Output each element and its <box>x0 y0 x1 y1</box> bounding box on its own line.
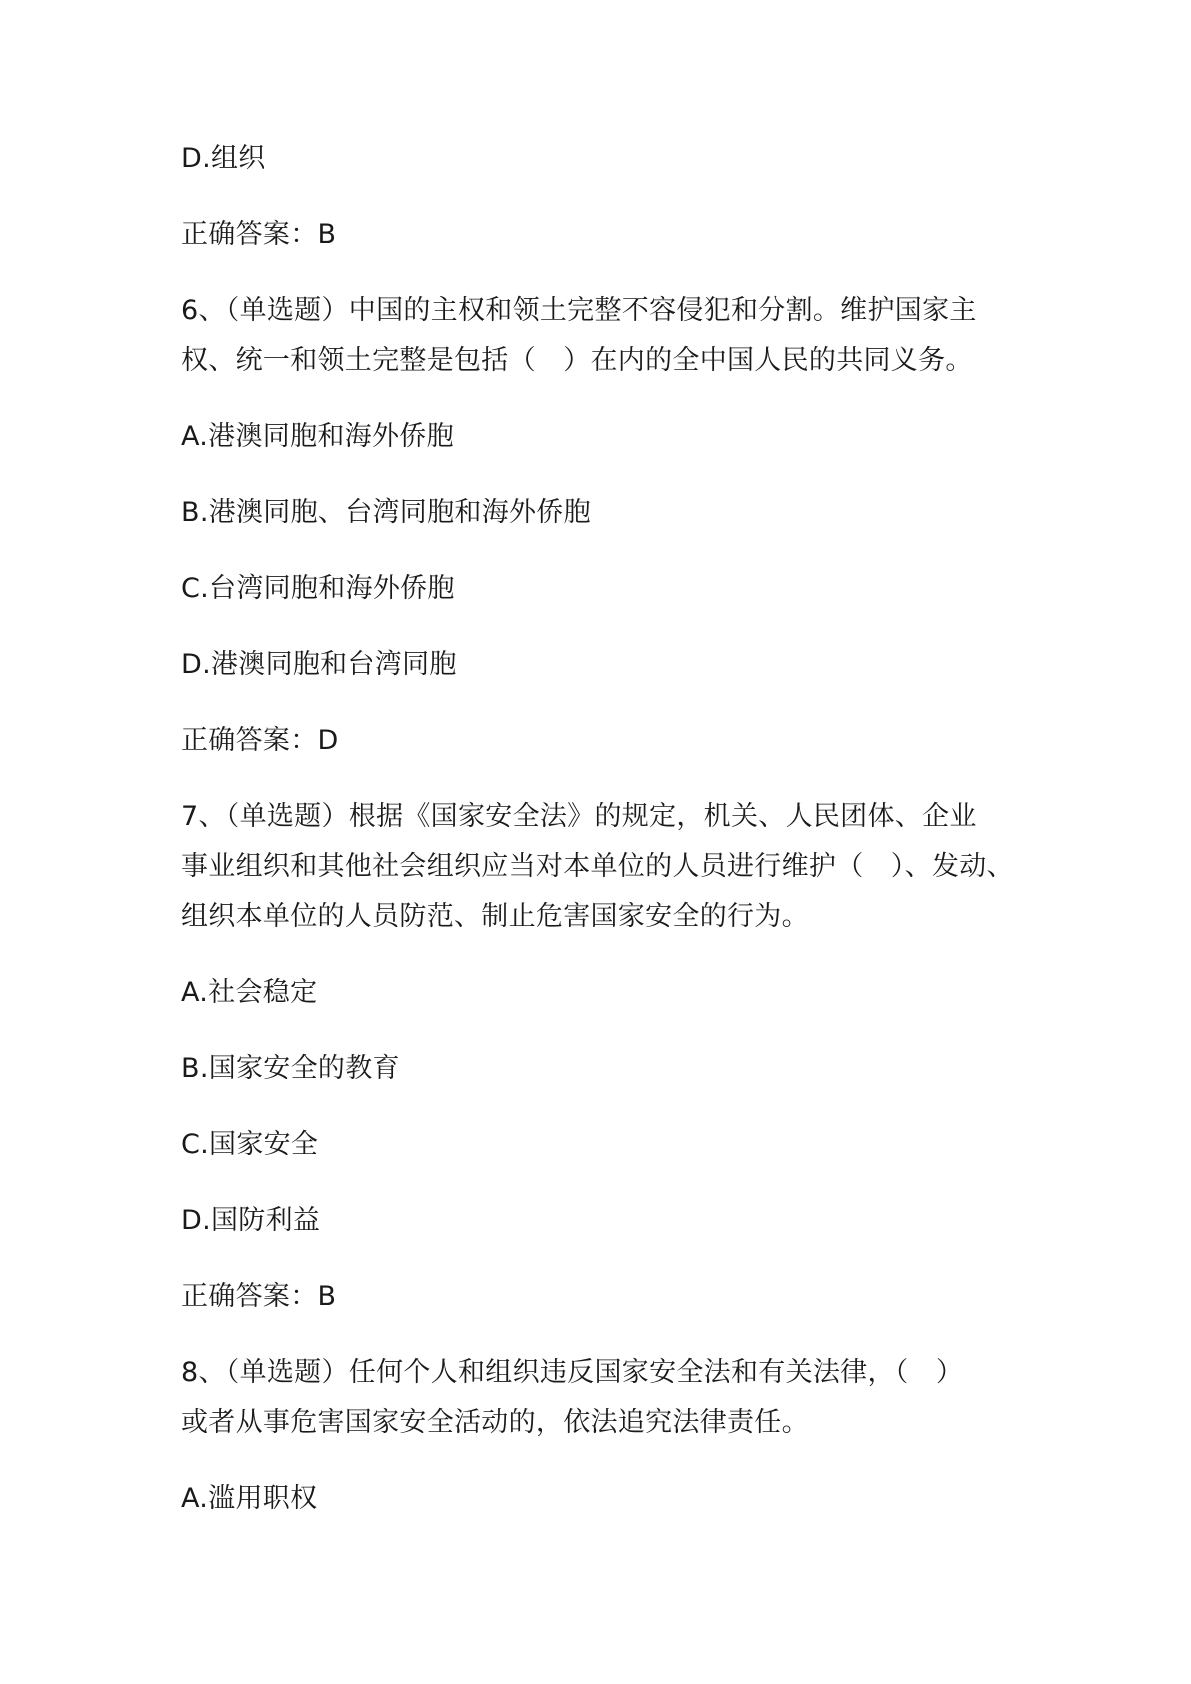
q5-answer: 正确答案：B <box>181 219 337 250</box>
q6-answer: 正确答案：D <box>181 725 339 756</box>
q7-option-c: C.国家安全 <box>181 1129 319 1160</box>
q7-stem-line1: 7、（单选题）根据《国家安全法》的规定，机关、人民团体、企业 <box>181 801 977 832</box>
q7-answer: 正确答案：B <box>181 1281 337 1312</box>
q7-stem-line3: 组织本单位的人员防范、制止危害国家安全的行为。 <box>181 901 809 932</box>
q6-option-d: D.港澳同胞和台湾同胞 <box>181 649 457 680</box>
q6-option-b: B.港澳同胞、台湾同胞和海外侨胞 <box>181 497 591 528</box>
q5-option-d: D.组织 <box>181 143 266 174</box>
q6-option-c: C.台湾同胞和海外侨胞 <box>181 573 455 604</box>
q7-option-d: D.国防利益 <box>181 1205 321 1236</box>
q8-option-a: A.滥用职权 <box>181 1483 318 1514</box>
q7-option-a: A.社会稳定 <box>181 977 318 1008</box>
q7-option-b: B.国家安全的教育 <box>181 1053 400 1084</box>
q6-option-a: A.港澳同胞和海外侨胞 <box>181 421 454 452</box>
q6-stem-line2: 权、统一和领土完整是包括（ ）在内的全中国人民的共同义务。 <box>181 345 973 376</box>
q7-stem-line2: 事业组织和其他社会组织应当对本单位的人员进行维护（ ）、发动、 <box>181 851 1014 882</box>
q8-stem-line1: 8、（单选题）任何个人和组织违反国家安全法和有关法律，（ ） <box>181 1357 964 1388</box>
q8-stem-line2: 或者从事危害国家安全活动的，依法追究法律责任。 <box>181 1407 809 1438</box>
q6-stem-line1: 6、（单选题）中国的主权和领土完整不容侵犯和分割。维护国家主 <box>181 295 977 326</box>
